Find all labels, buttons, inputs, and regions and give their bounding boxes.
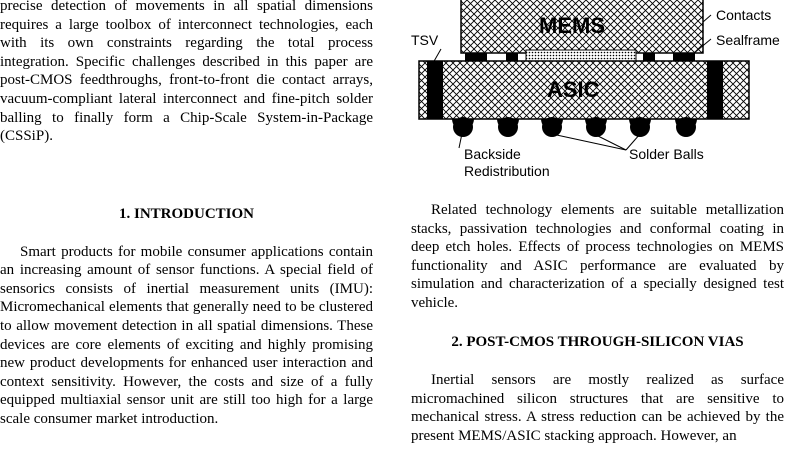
tsv-label: TSV [411, 32, 439, 48]
mems-asic-stack-figure [411, 0, 800, 190]
sealframe-label: Sealframe [716, 32, 780, 48]
right-column-text [411, 201, 784, 446]
introduction-section [0, 205, 373, 429]
abstract-text: precise detection of movements in all spatial dimensions requires a large toolbox of interconnect technologies, each with its own constraints regarding the total process integration. Specific challenges described in this paper are post-CMOS feedthroughs, front-to-front die contact arrays, vacuum-compliant lateral interconnect and fine-pitch solder balling to finally form a Chip-Scale System-in-Package (CSSiP). [0, 0, 373, 145]
cross-section-diagram [411, 0, 800, 190]
contact-left [506, 53, 518, 61]
solder-balls-label: Solder Balls [629, 146, 704, 162]
backside-label-line2: Redistribution [464, 163, 550, 179]
tsv-right [707, 61, 723, 119]
asic-label: ASIC [547, 77, 600, 102]
solder-balls [452, 117, 697, 137]
sealframe-left [465, 53, 487, 61]
tsv-left [427, 61, 443, 119]
sealframe-right [673, 53, 695, 61]
introduction-paragraph: Smart products for mobile consumer applications contain an increasing amount of sensor functions. A special field of sensorics consists of inertial measurement units (IMU): Micromechanical elements that generally need to be clustered to allow movement detection in all spatial dimensions. These devices are core elements of exciting and highly promising new product developments for enhanced user interaction and context sensitivity. However, the costs and size of a fully equipped multiaxial sensor unit are still too high for a large scale consumer market introduction. [0, 243, 373, 427]
contacts-label: Contacts [716, 7, 772, 23]
section-heading-introduction: 1. INTRODUCTION [118, 206, 254, 222]
mems-label: MEMS [539, 13, 605, 38]
section-heading-post-cmos: 2. POST-CMOS THROUGH-SILICON VIAS [451, 333, 744, 350]
right-paragraph-1: Related technology elements are suitable metallization stacks, passivation technologies and conformal coating in deep etch holes. Effects of process technologies on MEMS functionality and ASIC performance are evaluated by simulation and characterization of a specially designed test vehicle. [411, 202, 784, 311]
contact-right [643, 53, 655, 61]
backside-label-line1: Backside [464, 146, 521, 162]
right-paragraph-2: Inertial sensors are mostly realized as surface micromachined silicon structures that are sensitive to mechanical stress. A stress reduction can be achieved by the present MEMS/ASIC stacking approach. However, an [411, 372, 784, 444]
cavity-seal [526, 50, 636, 61]
abstract-block [0, 0, 373, 146]
